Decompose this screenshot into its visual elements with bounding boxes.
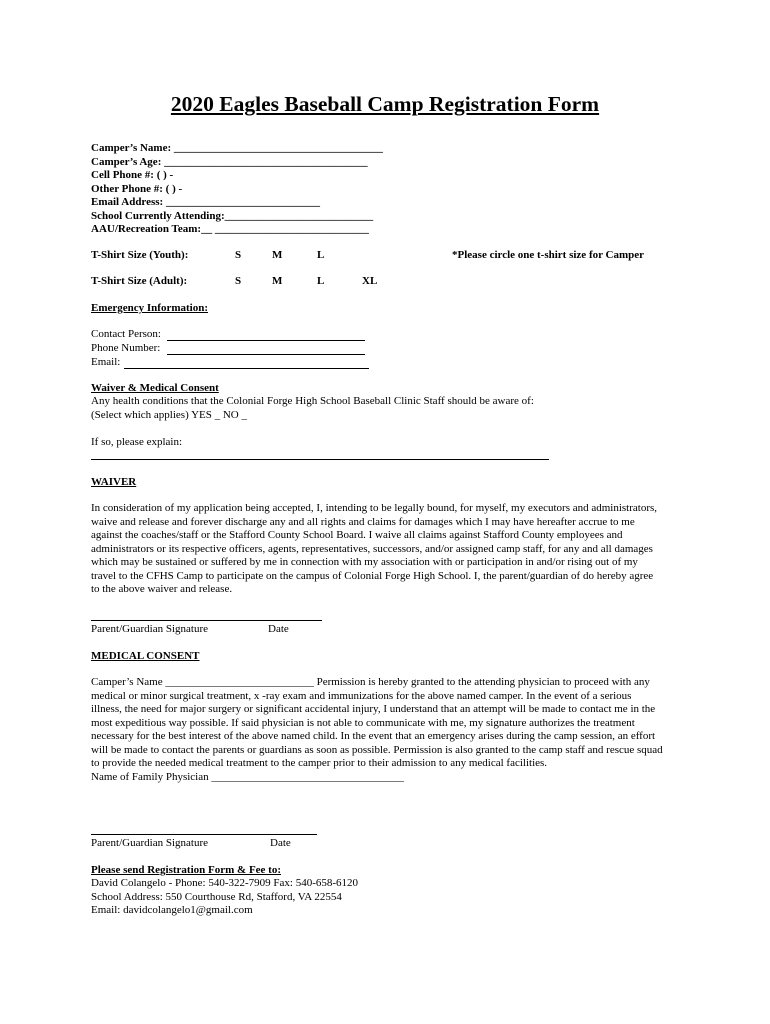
medical-line: medical or minor surgical treatment, x -ray exam and immunizations for the above named camper. In the event of a serious xyxy=(91,689,632,702)
waiver-text xyxy=(91,502,657,597)
explain-line[interactable] xyxy=(91,459,549,460)
medical-line: will be made to contact the parents or guardians as soon as possible. Permission is also granted to the camp staff and rescue squad xyxy=(91,743,663,756)
tshirt-adult-size-m[interactable]: M xyxy=(272,275,283,287)
send-contact-block xyxy=(91,877,358,918)
waiver-line: which may be sustained or suffered by me in connection with my association with or participation in and/or rising out of my xyxy=(91,556,638,568)
tshirt-adult-label: T-Shirt Size (Adult): xyxy=(91,275,188,287)
medical-line: Camper’s Name ___________________________ Permission is hereby granted to the attending physician to proceed with any xyxy=(91,676,650,688)
camper-fields xyxy=(91,142,383,237)
waiver-line: administrators or its respective officers, agents, representatives, successors, and/or assigned camp staff, for any and all damages xyxy=(91,542,653,555)
emergency-email-label: Email: xyxy=(91,356,121,368)
tshirt-youth-size-m[interactable]: M xyxy=(272,249,283,261)
school-address: School Address: 550 Courthouse Rd, Stafford, VA 22554 xyxy=(91,890,342,903)
send-heading: Please send Registration Form & Fee to: xyxy=(91,864,282,876)
medical-line: illness, the need for major surgery or significant accidental injury, I understand that an attempt will be made to contact me in the xyxy=(91,703,656,715)
contact-person-label: Contact Person: xyxy=(91,328,161,340)
tshirt-youth-size-s[interactable]: S xyxy=(235,249,242,261)
contact-name-phone: David Colangelo - Phone: 540-322-7909 Fax: 540-658-6120 xyxy=(91,877,359,889)
contact-email[interactable]: Email: davidcolangelo1@gmail.com xyxy=(91,904,253,916)
email-address-field[interactable]: Email Address: ____________________________ xyxy=(91,196,320,208)
tshirt-adult-size-l[interactable]: L xyxy=(317,275,325,287)
school-field[interactable]: School Currently Attending:___________________________ xyxy=(91,209,374,222)
medical-date-label: Date xyxy=(270,837,291,849)
medical-line: most expeditious way possible. If said physician is not able to communicate with me, my signature authorizes the treatment xyxy=(91,716,635,729)
waiver-signature-line[interactable] xyxy=(91,620,322,621)
tshirt-adult-size-s[interactable]: S xyxy=(235,275,242,287)
contact-person-line[interactable] xyxy=(167,340,365,341)
emergency-heading: Emergency Information: xyxy=(91,302,209,314)
other-phone-field[interactable]: Other Phone #: ( ) - xyxy=(91,182,183,195)
medical-signature-label: Parent/Guardian Signature xyxy=(91,837,208,849)
yes-no-selection[interactable]: (Select which applies) YES _ NO _ xyxy=(91,409,248,421)
phone-number-line[interactable] xyxy=(167,354,365,355)
tshirt-note: *Please circle one t-shirt size for Camper xyxy=(452,249,645,261)
aau-team-field[interactable]: AAU/Recreation Team:__ ____________________________ xyxy=(91,223,369,235)
waiver-line: against the coaches/staff or the Stafford County School Board. I waive all claims against Stafford County employees and xyxy=(91,529,623,541)
medical-consent-heading: MEDICAL CONSENT xyxy=(91,650,200,662)
page-title: 2020 Eagles Baseball Camp Registration Form xyxy=(170,92,600,116)
health-conditions-text: Any health conditions that the Colonial Forge High School Baseball Clinic Staff should be aware of: xyxy=(91,395,534,407)
waiver-line: In consideration of my application being accepted, I, intending to be legally bound, for myself, my executors and administrators, xyxy=(91,502,658,514)
waiver-line: to the above waiver and release. xyxy=(91,583,233,595)
medical-consent-text xyxy=(91,676,663,784)
waiver-line: waive and release and forever discharge any and all rights and claims for damages which I may have hereafter accrue to me xyxy=(91,515,635,528)
waiver-heading: WAIVER xyxy=(91,476,137,488)
explain-label: If so, please explain: xyxy=(91,436,183,448)
tshirt-youth-label: T-Shirt Size (Youth): xyxy=(91,249,189,261)
waiver-signature-label: Parent/Guardian Signature xyxy=(91,623,208,635)
waiver-medical-heading: Waiver & Medical Consent xyxy=(91,382,219,394)
medical-line: necessary for the best interest of the above named child. In the event that an emergency arises during the camp session, an effort xyxy=(91,730,656,742)
waiver-line: travel to the CFHS Camp to participate on the campus of Colonial Forge High School. I, the parent/guardian of do hereby agree xyxy=(91,569,654,582)
camper-age-field[interactable]: Camper’s Age: _____________________________________ xyxy=(91,155,368,168)
emergency-email-line[interactable] xyxy=(124,368,369,369)
waiver-date-label: Date xyxy=(268,623,289,635)
cell-phone-field[interactable]: Cell Phone #: ( ) - xyxy=(91,169,174,181)
tshirt-youth-size-l[interactable]: L xyxy=(317,249,325,261)
phone-number-label: Phone Number: xyxy=(91,342,161,354)
tshirt-adult-size-xl[interactable]: XL xyxy=(362,275,378,287)
camper-name-field[interactable]: Camper’s Name: ______________________________________ xyxy=(91,142,383,154)
family-physician-field[interactable]: Name of Family Physician ___________________________________ xyxy=(91,770,404,783)
medical-line: to provide the needed medical treatment to the camper prior to their admission to any medical facilities. xyxy=(91,757,548,769)
medical-signature-line[interactable] xyxy=(91,834,317,835)
